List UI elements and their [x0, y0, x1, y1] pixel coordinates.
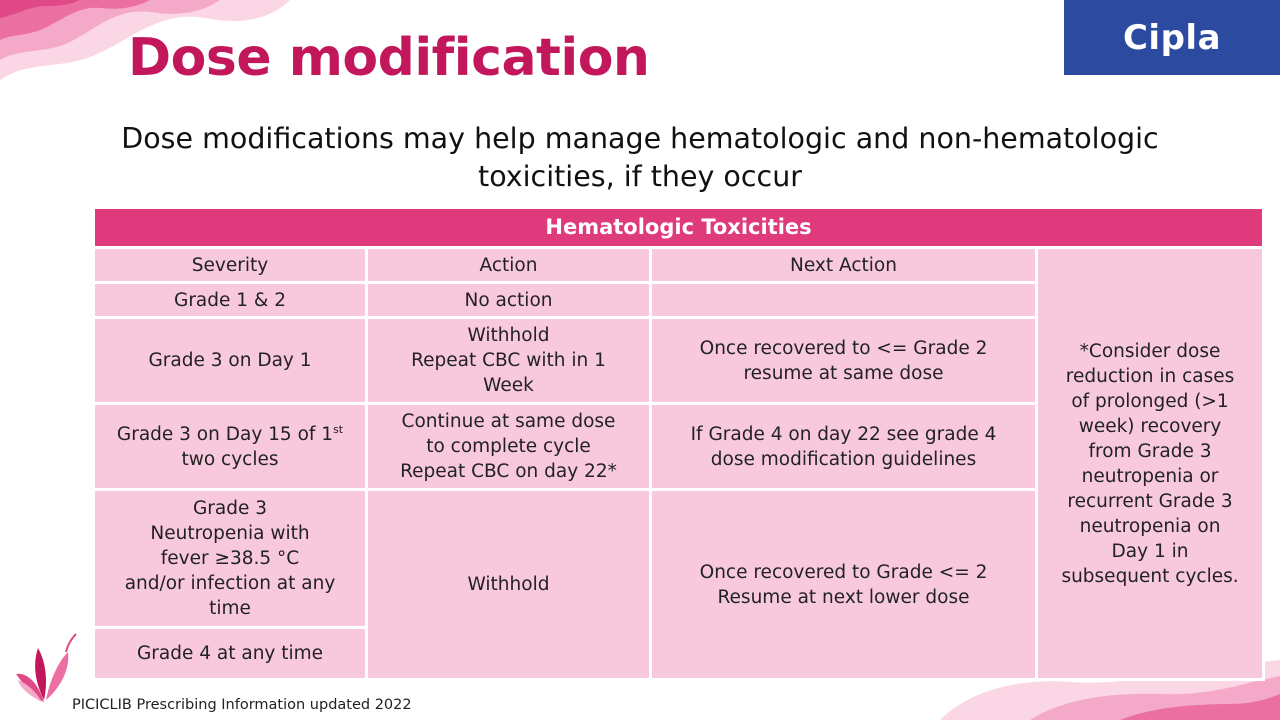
note-line: from Grade 3: [1088, 440, 1212, 462]
action-cell: [367, 318, 651, 404]
next-action-cell: [651, 318, 1037, 404]
dose-reduction-note: [1037, 248, 1264, 680]
note-line: neutropenia on: [1079, 515, 1221, 537]
next-action-line: Resume at next lower dose: [717, 586, 970, 608]
severity-line: fever ≥38.5 °C: [160, 548, 300, 569]
action-line: Week: [483, 375, 534, 396]
note-line: of prolonged (>1: [1071, 390, 1229, 412]
footer-source: PICICLIB Prescribing Information updated 2022: [72, 697, 412, 713]
note-line: *Consider dose: [1079, 340, 1221, 362]
action-line: Repeat CBC on day 22*: [400, 461, 617, 482]
subtitle-line: toxicities, if they occur: [478, 160, 802, 193]
action-cell: [367, 404, 651, 490]
logo-text: Cipla: [1122, 17, 1222, 58]
next-action-cell: [651, 404, 1037, 490]
next-action-cell: [651, 283, 1037, 318]
next-action-line: dose modification guidelines: [710, 448, 977, 470]
hematologic-toxicities-table: [92, 206, 1265, 681]
severity-line: Grade 3: [192, 498, 268, 519]
action-cell: No action: [367, 283, 651, 318]
header-next-action: Next Action: [651, 248, 1037, 283]
note-line: recurrent Grade 3: [1067, 490, 1233, 512]
subtitle-line: Dose modifications may help manage hematologic and non-hematologic: [121, 122, 1159, 155]
page-title: Dose modification: [128, 28, 650, 88]
next-action-line: Once recovered to Grade <= 2: [699, 561, 988, 583]
note-line: reduction in cases: [1065, 365, 1235, 387]
severity-line: and/or infection at any: [124, 573, 336, 594]
next-action-line: If Grade 4 on day 22 see grade 4: [690, 423, 997, 445]
severity-cell: Grade 1 & 2: [94, 283, 367, 318]
action-line: to complete cycle: [426, 436, 591, 457]
severity-line: [103, 422, 357, 447]
note-line: subsequent cycles.: [1061, 565, 1239, 587]
action-line: Withhold: [467, 325, 550, 346]
severity-text: Grade 3 on Day 15 of 1: [116, 423, 334, 445]
note-line: Day 1 in: [1111, 540, 1189, 562]
severity-line: time: [209, 598, 251, 619]
table-title: Hematologic Toxicities: [94, 208, 1264, 248]
next-action-cell: [651, 490, 1037, 680]
action-line: Repeat CBC with in 1: [411, 350, 606, 371]
next-action-line: resume at same dose: [743, 362, 944, 384]
ordinal-suffix: st: [333, 422, 344, 436]
severity-cell: Grade 4 at any time: [94, 628, 367, 680]
severity-line: two cycles: [181, 448, 279, 470]
note-line: neutropenia or: [1081, 465, 1219, 487]
header-severity: Severity: [94, 248, 367, 283]
severity-cell: Grade 3 on Day 1: [94, 318, 367, 404]
cipla-logo: [1064, 0, 1280, 75]
severity-line: Neutropenia with: [150, 523, 310, 544]
severity-cell: [94, 490, 367, 628]
note-line: week) recovery: [1078, 415, 1222, 437]
severity-cell: [94, 404, 367, 490]
subtitle: [40, 120, 1240, 196]
header-action: Action: [367, 248, 651, 283]
action-line: Continue at same dose: [401, 411, 616, 432]
next-action-line: Once recovered to <= Grade 2: [699, 337, 988, 359]
action-cell: Withhold: [367, 490, 651, 680]
flower-decoration-icon: [8, 622, 78, 712]
